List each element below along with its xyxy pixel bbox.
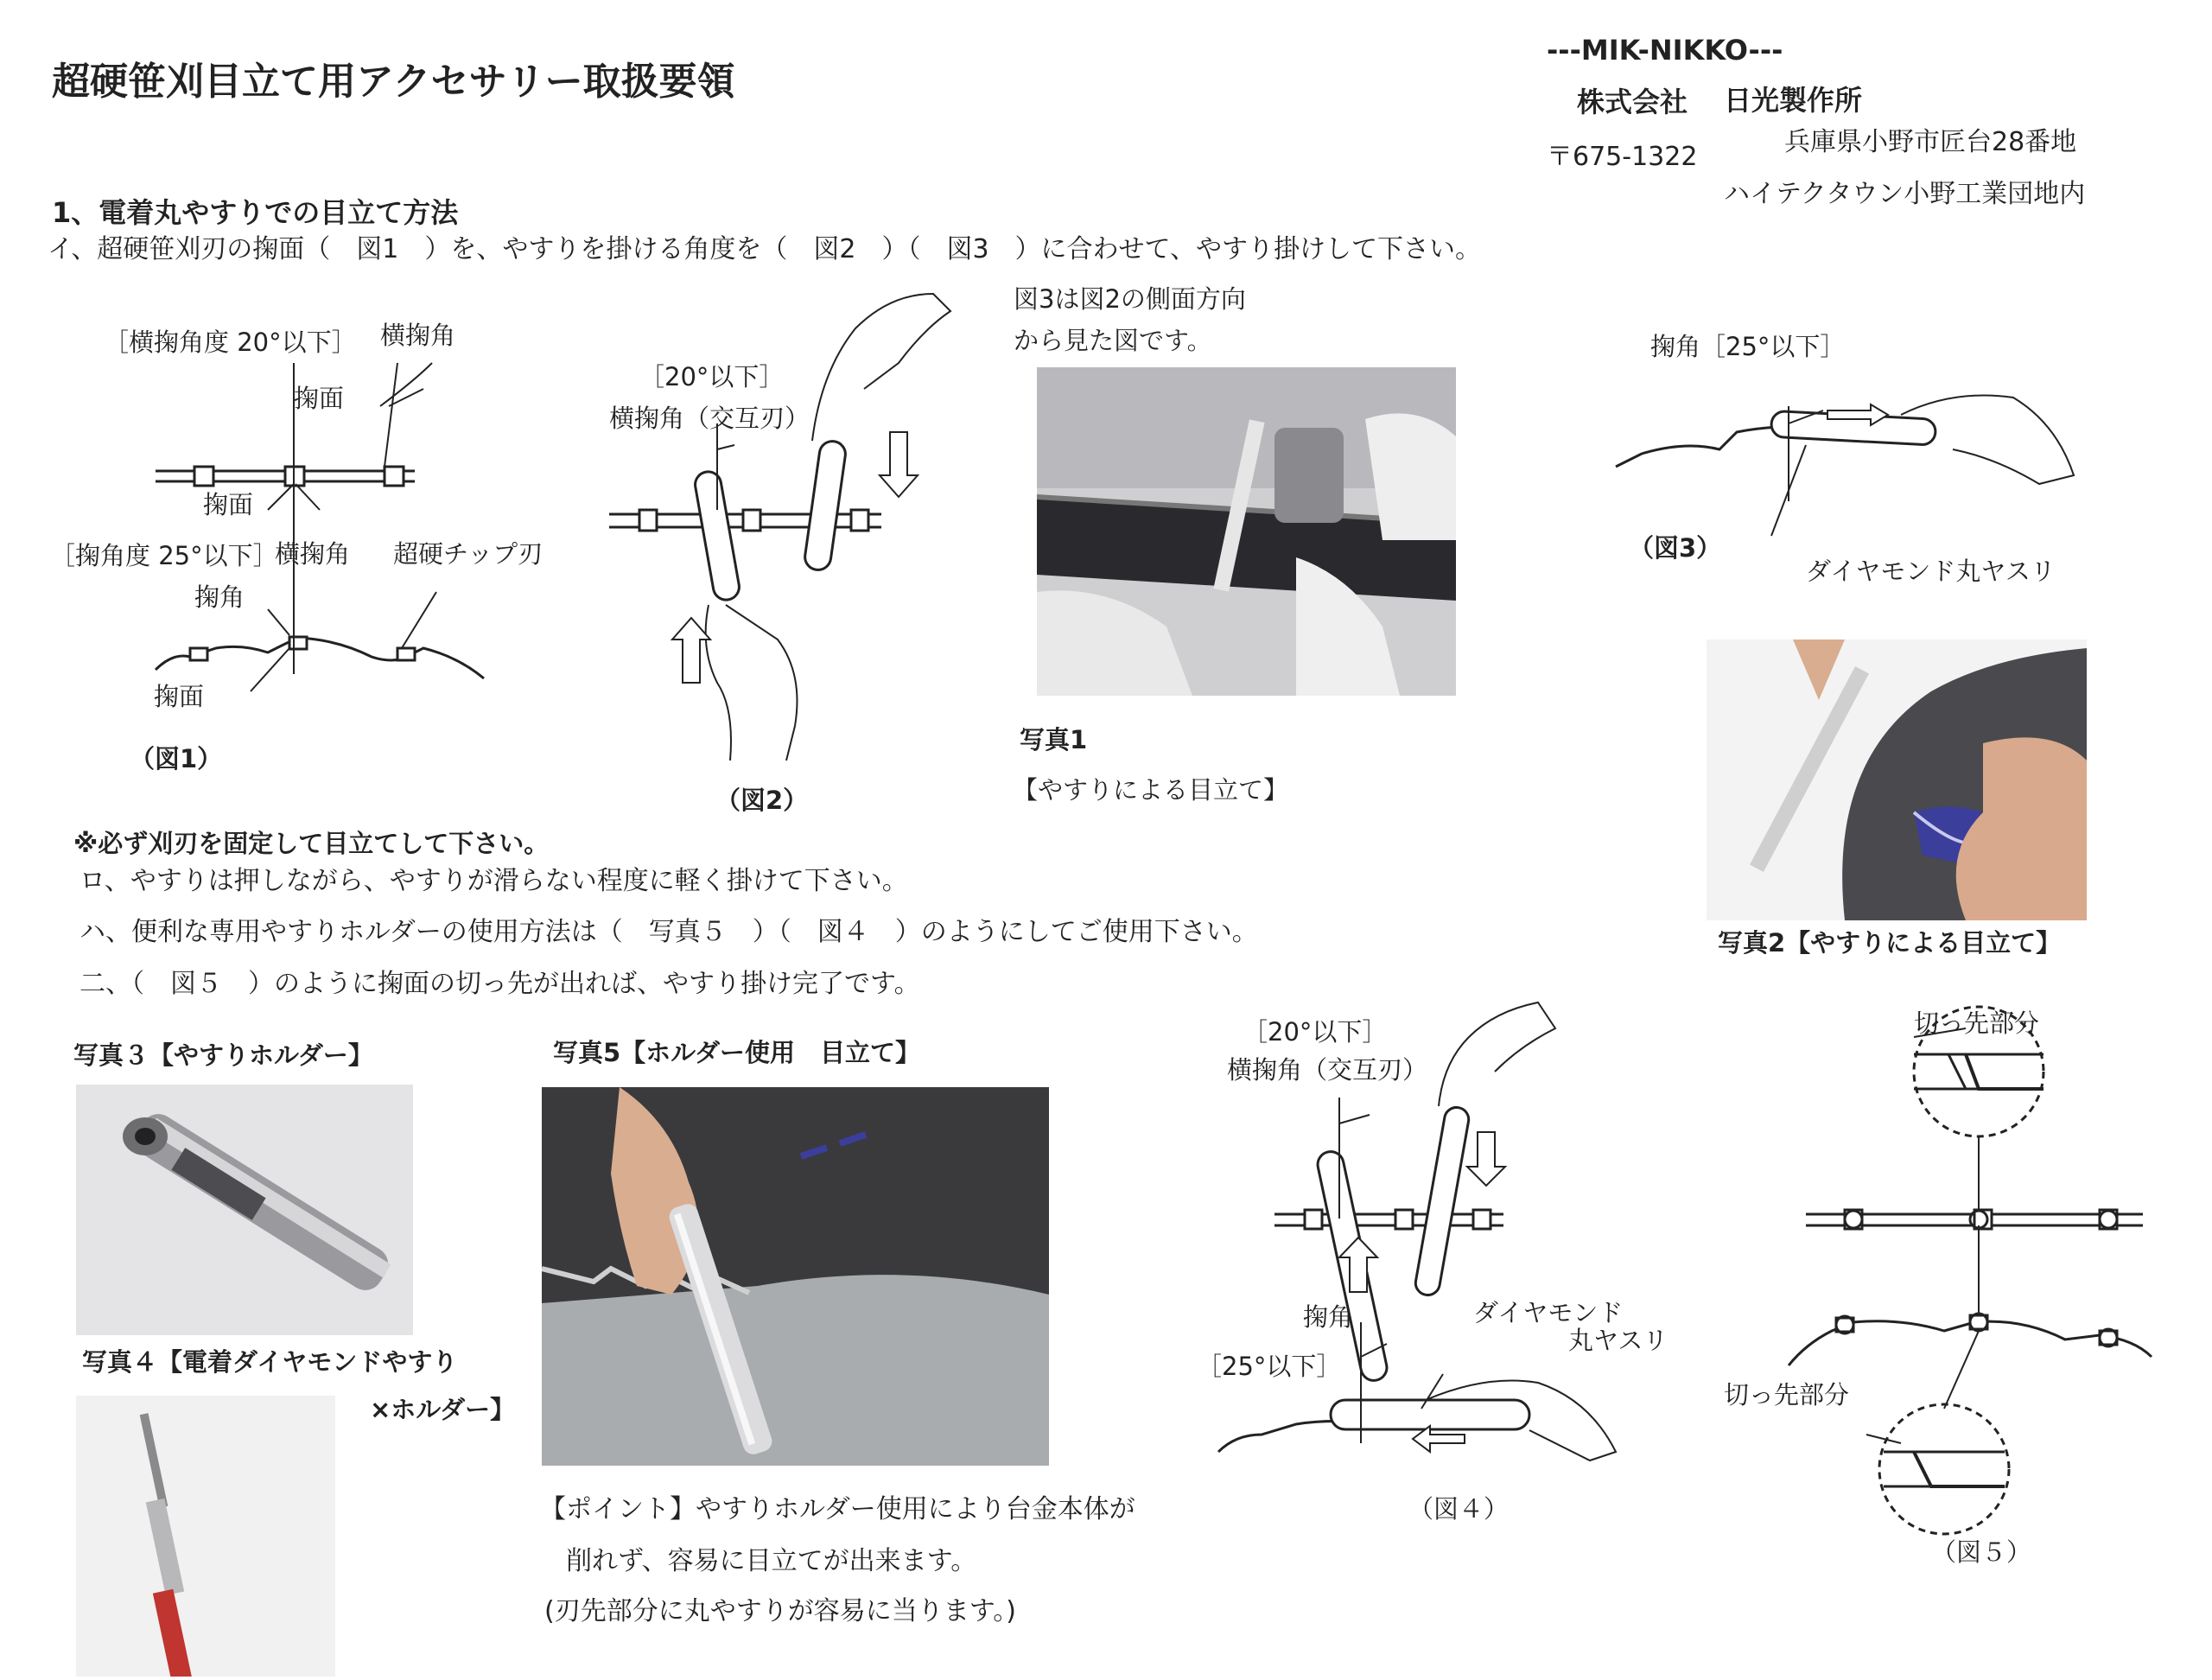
instruction-ni: 二、（ 図５ ）のように掬面の切っ先が出れば、やすり掛け完了です。	[79, 969, 920, 999]
fig1-caption: （図1）	[130, 744, 223, 773]
photo1-subcaption: 【やすりによる目立て】	[1013, 775, 1289, 805]
fig5-label-bottom: 切っ先部分	[1724, 1380, 1850, 1410]
photo5-point-line-2: 削れず、容易に目立てが出来ます。	[566, 1546, 977, 1576]
fig4-label-file-1: ダイヤモンド	[1473, 1298, 1624, 1327]
instruction-ro: ロ、やすりは押しながら、やすりが滑らない程度に軽く掛けて下さい。	[79, 866, 908, 896]
fig2-caption: （図2）	[715, 786, 809, 815]
company-prefix: 株式会社	[1577, 86, 1688, 118]
fig2-label-limit: ［20°以下］	[639, 362, 785, 391]
fig4-label-yokosukui: 横掬角（交互刃）	[1227, 1055, 1428, 1085]
fig5-label-top: 切っ先部分	[1914, 1009, 2040, 1038]
fig5-caption: （図５）	[1931, 1537, 2032, 1567]
postal-code: 〒675-1322	[1547, 142, 1698, 172]
address-line-2: ハイテクタウン小野工業団地内	[1724, 179, 2086, 209]
fig4-label-sukui: 掬角	[1303, 1302, 1354, 1332]
photo-2-image	[1707, 640, 2087, 920]
section-heading: 1、電着丸やすりでの目立て方法	[52, 196, 459, 229]
photo2-caption: 写真2【やすりによる目立て】	[1718, 928, 2062, 958]
figure-5-diagram	[1771, 1002, 2169, 1538]
fig1-label-sukui-angle: 掬角	[194, 582, 245, 612]
fig4-caption: （図４）	[1408, 1494, 1510, 1524]
instruction-i: イ、超硬笹刈刃の掬面（ 図1 ）を、やすりを掛ける角度を（ 図2 ）（ 図3 ）に合わせて、やすり掛けして下さい。	[48, 234, 1481, 264]
warning-note: ※必ず刈刃を固定して目立てして下さい。	[73, 829, 550, 858]
photo5-point-line-3: (刃先部分に丸やすりが容易に当ります。)	[544, 1596, 1017, 1626]
instruction-ha: ハ、便利な専用やすりホルダーの使用方法は（ 写真５ ）（ 図４ ）のようにしてご使用下さい。	[79, 917, 1258, 947]
fig3-label-file: ダイヤモンド丸ヤスリ	[1806, 557, 2056, 586]
photo5-caption: 写真5【ホルダー使用 目立て】	[553, 1038, 921, 1067]
fig1-label-sukui-kakudo: ［掬角度 25°以下］	[50, 541, 278, 570]
photo-5-image	[542, 1087, 1049, 1466]
photo4-caption-line-1: 写真４【電着ダイヤモンドやすり	[82, 1347, 458, 1377]
brand-name: ---MIK-NIKKO---	[1547, 34, 1783, 67]
fig1-label-yokosukui-mid: 横掬角	[275, 539, 351, 569]
photo-3-image	[76, 1085, 413, 1335]
figure-4-diagram	[1210, 994, 1694, 1478]
address-line-1: 兵庫県小野市匠台28番地	[1784, 127, 2077, 157]
photo4-caption-line-2: ×ホルダー】	[370, 1395, 516, 1424]
photo-4-image	[76, 1396, 335, 1677]
figure-2-diagram	[605, 277, 985, 769]
fig1-label-yokosukui-top: 横掬角	[380, 321, 456, 350]
fig1-label-sukui-bottom: 掬面	[154, 682, 205, 711]
fig1-label-yoko-kakudo: ［横掬角度 20°以下］	[104, 328, 357, 357]
fig3-label-angle: 掬角［25°以下］	[1650, 332, 1846, 361]
photo-1-image	[1037, 367, 1456, 696]
document-title: 超硬笹刈目立て用アクセサリー取扱要領	[52, 60, 735, 104]
photo3-caption: 写真３【やすりホルダー】	[73, 1040, 373, 1070]
fig2-label-angle: 横掬角（交互刃）	[609, 404, 810, 433]
fig4-label-file-2: 丸ヤスリ	[1568, 1326, 1669, 1355]
fig1-label-sukui-top: 掬面	[294, 384, 345, 413]
photo5-point-line-1: 【ポイント】やすりホルダー使用により台金本体が	[540, 1494, 1135, 1524]
photo1-note-line-2: から見た図です。	[1014, 326, 1212, 355]
figure-1-diagram	[138, 311, 588, 735]
photo1-caption: 写真1	[1020, 725, 1088, 754]
fig3-caption: （図3）	[1629, 533, 1722, 563]
fig4-label-limit25: ［25°以下］	[1197, 1352, 1342, 1381]
company-name: 日光製作所	[1724, 84, 1863, 117]
fig1-label-chip: 超硬チップ刃	[393, 539, 543, 569]
fig4-label-limit20: ［20°以下］	[1243, 1017, 1388, 1047]
photo1-note-line-1: 図3は図2の側面方向	[1014, 284, 1246, 314]
fig1-label-sukui-mid: 掬面	[203, 490, 254, 519]
